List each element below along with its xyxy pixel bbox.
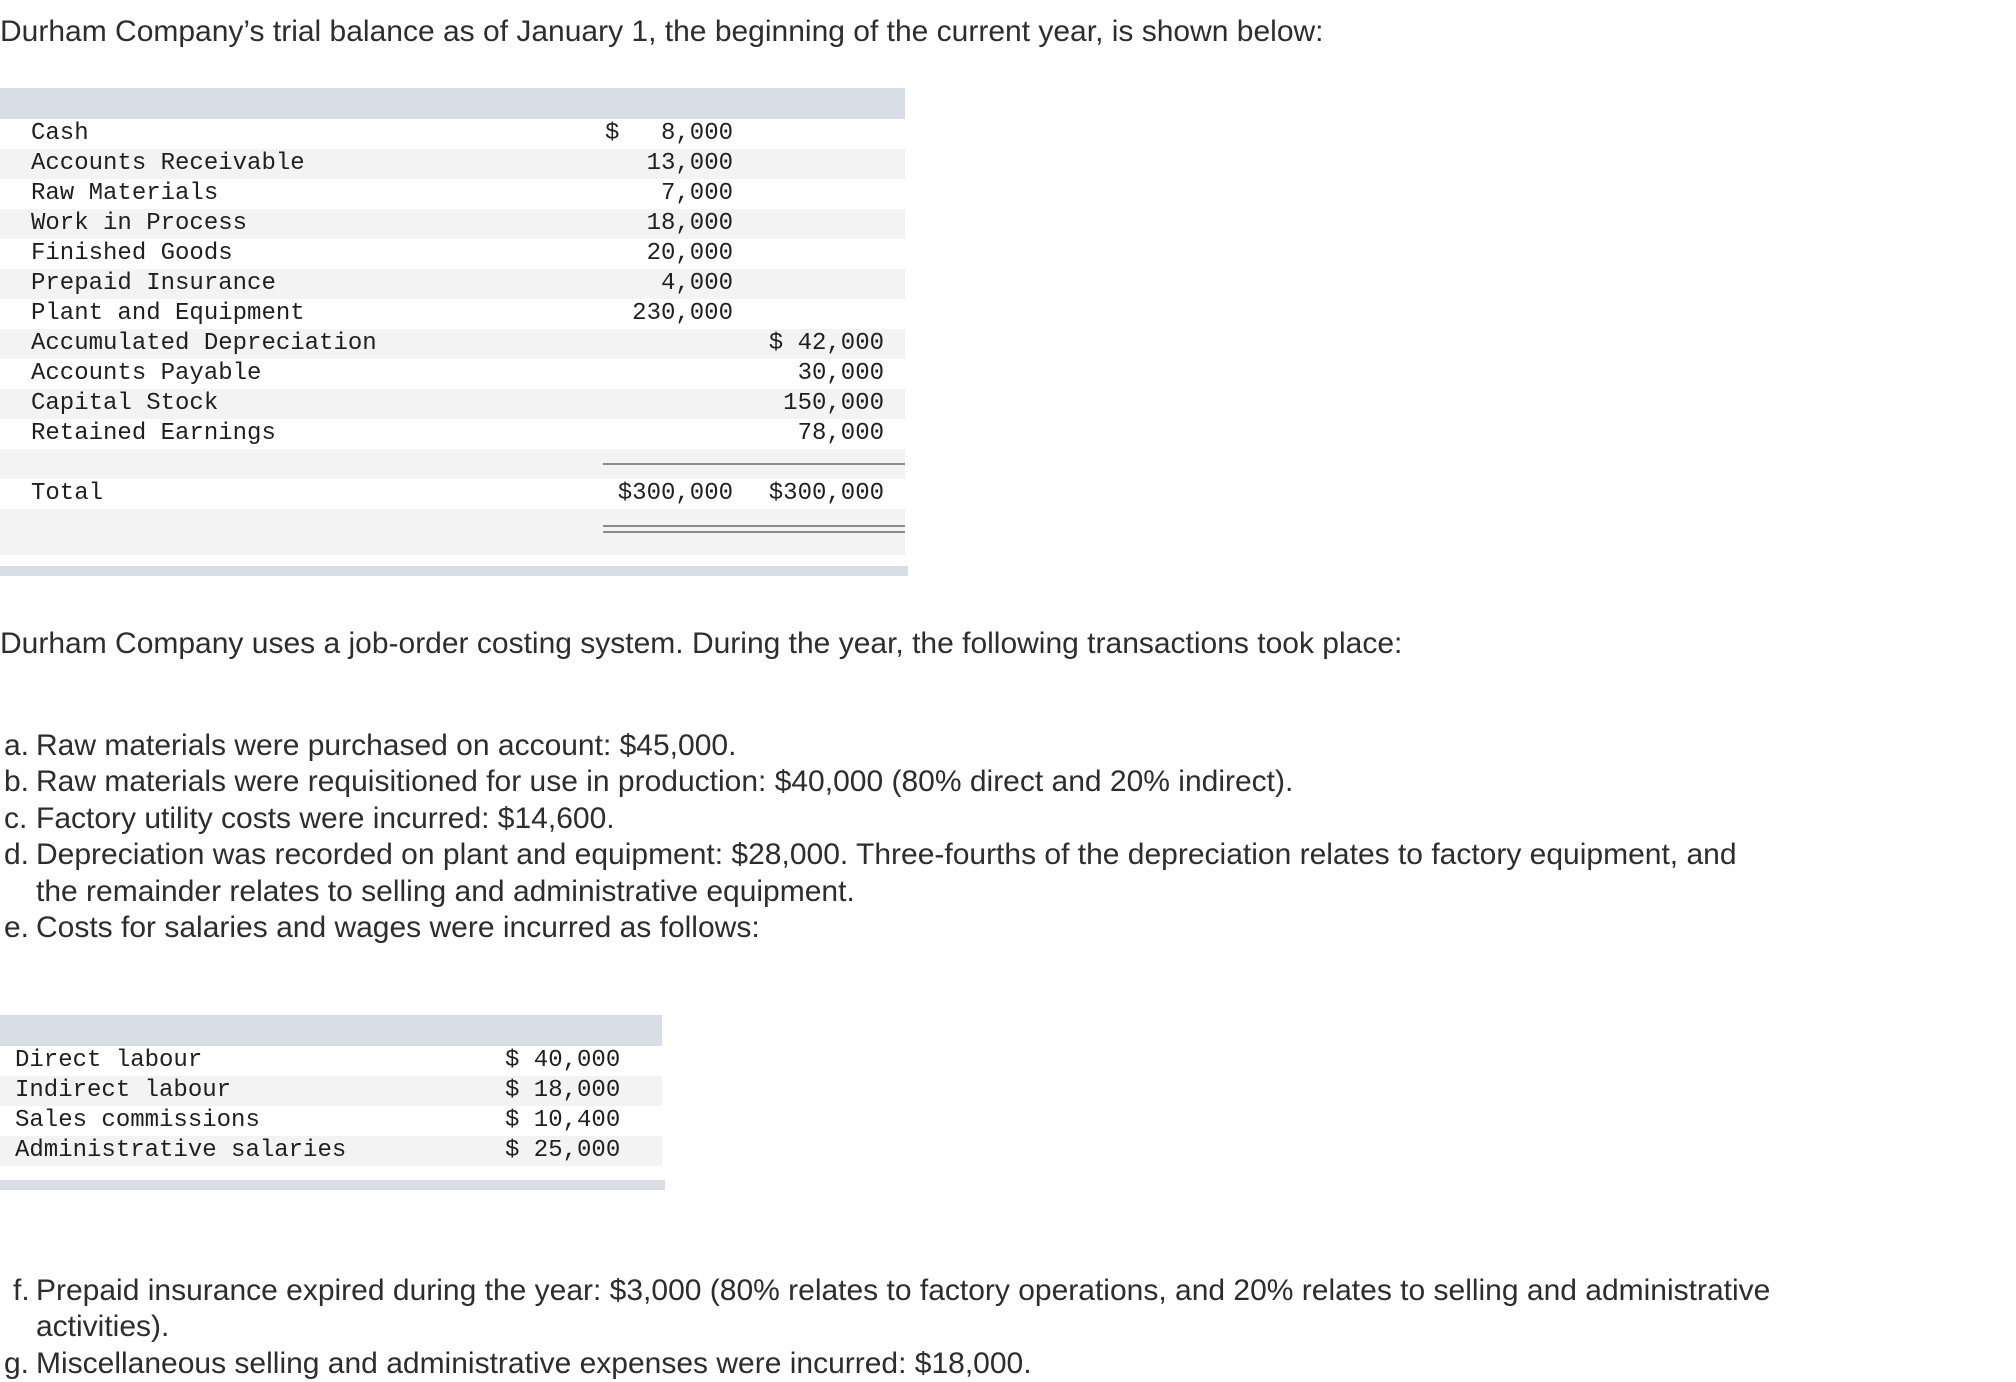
transactions-list-1 [0,728,1737,946]
item-label: d. [4,838,30,872]
table-row [0,419,905,449]
debit-amount: 13,000 [646,150,733,177]
intro-text: Durham Company’s trial balance as of January 1, the beginning of the current year, is shown below: [0,15,1324,48]
debit-amount: 20,000 [646,240,733,267]
table-row [0,1136,662,1166]
cost-name: Direct labour [15,1047,203,1074]
subtotal-rule [603,463,905,465]
table-header-bar [0,88,905,119]
cost-amount: $ 25,000 [505,1137,621,1164]
table-row [0,1076,662,1106]
credit-amount: 30,000 [797,360,884,387]
list-item [0,837,1737,910]
debit-amount: 7,000 [660,180,733,207]
table-row [0,1106,662,1136]
cost-name: Administrative salaries [15,1137,347,1164]
total-label: Total [31,480,104,507]
table-row [0,119,905,149]
table-row [0,359,905,389]
account-name: Cash [31,120,89,147]
total-double-rule-bottom [603,531,905,533]
debit-amount: 4,000 [660,270,733,297]
salaries-table [0,1015,665,1192]
table-row [0,149,905,179]
item-text: Miscellaneous selling and administrative expenses were incurred: $18,000. [36,1346,1032,1380]
cost-name: Indirect labour [15,1077,232,1104]
cost-amount: $ 18,000 [505,1077,621,1104]
list-item [0,1273,1770,1346]
debit-sign: $ [605,120,620,147]
table-row [0,209,905,239]
debit-amount: 8,000 [660,120,733,147]
item-label: a. [4,729,30,762]
item-text: Factory utility costs were incurred: $14,600. [36,801,615,835]
item-label: g. [4,1346,30,1380]
list-item [0,728,1737,764]
table-row [0,179,905,209]
job-order-text: Durham Company uses a job-order costing system. During the year, the following transactions took place: [0,627,1403,660]
table-row [0,1046,662,1076]
list-item [0,801,1737,837]
table-row [0,269,905,299]
trial-balance-table [0,88,908,578]
debit-amount: 230,000 [632,300,733,327]
account-name: Capital Stock [31,390,219,417]
item-text: Raw materials were requisitioned for use in production: $40,000 (80% direct and 20% indirect). [36,765,1294,799]
credit-amount: 78,000 [797,420,884,447]
item-label: c. [4,801,28,835]
item-text-continued: the remainder relates to selling and administrative equipment. [36,874,855,908]
table-header-bar [0,1015,662,1046]
table-footer-bar [0,566,908,576]
item-label: b. [4,765,30,799]
account-name: Finished Goods [31,240,233,267]
account-name: Raw Materials [31,180,219,207]
item-label: e. [4,911,30,945]
item-text: Depreciation was recorded on plant and equipment: $28,000. Three-fourths of the depreciation relates to factory equipment, and [36,838,1737,872]
total-debit: $300,000 [617,480,733,507]
list-item [0,910,1737,946]
cost-amount: $ 40,000 [505,1047,621,1074]
item-label: f. [13,1274,30,1307]
account-name: Accounts Payable [31,360,262,387]
account-name: Retained Earnings [31,420,276,447]
credit-amount: 150,000 [783,390,884,417]
item-text-continued: activities). [36,1310,170,1344]
total-row [0,479,905,509]
transactions-list-2 [0,1273,1770,1382]
credit-amount: $ 42,000 [768,330,884,357]
item-text: Prepaid insurance expired during the year: $3,000 (80% relates to factory operations, and 20% relates to selling and administrative [36,1274,1771,1307]
table-row [0,299,905,329]
total-credit: $300,000 [768,480,884,507]
account-name: Accumulated Depreciation [31,330,377,357]
account-name: Accounts Receivable [31,150,305,177]
item-text: Costs for salaries and wages were incurred as follows: [36,911,760,945]
item-text: Raw materials were purchased on account: $45,000. [36,729,737,762]
table-row [0,239,905,269]
list-item [0,1346,1770,1382]
list-item [0,764,1737,800]
table-row [0,389,905,419]
table-footer-bar [0,1180,665,1190]
debit-amount: 18,000 [646,210,733,237]
table-row [0,329,905,359]
total-double-rule-top [603,525,905,527]
account-name: Prepaid Insurance [31,270,276,297]
account-name: Plant and Equipment [31,300,305,327]
cost-amount: $ 10,400 [505,1107,621,1134]
cost-name: Sales commissions [15,1107,260,1134]
account-name: Work in Process [31,210,248,237]
